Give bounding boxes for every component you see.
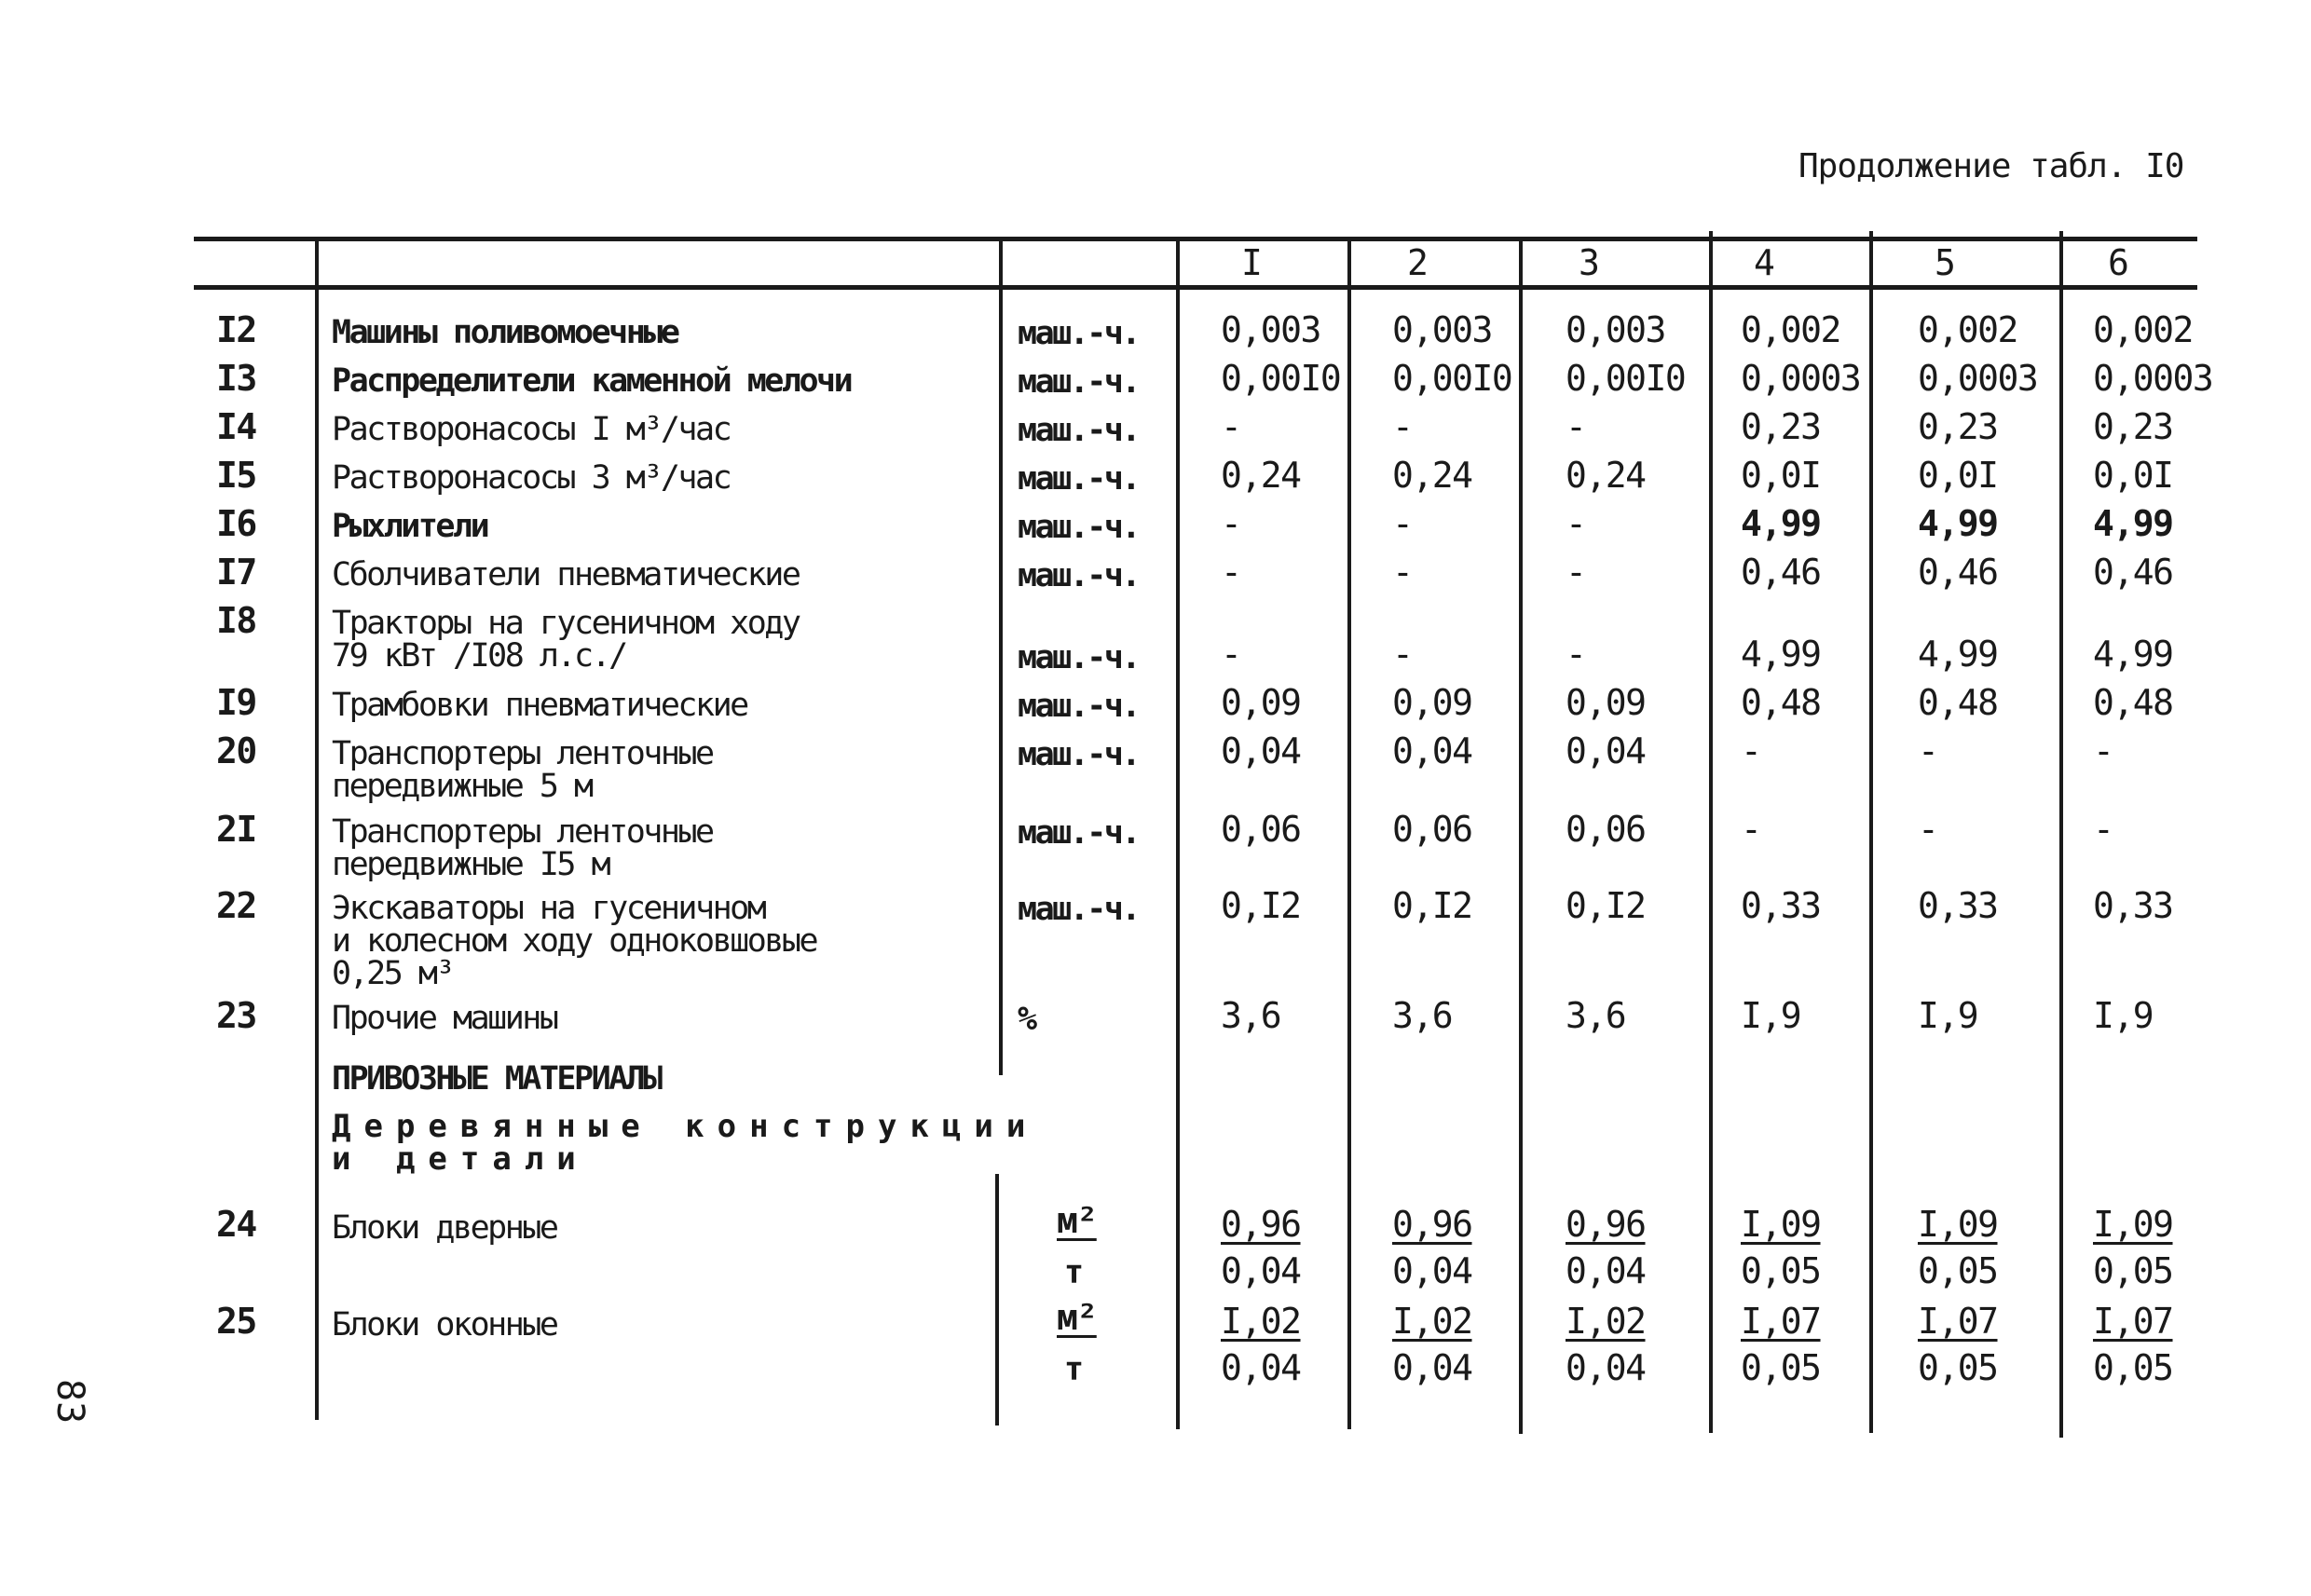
column-rule (1709, 231, 1713, 1433)
row-number: I7 (216, 552, 256, 593)
column-rule (315, 237, 319, 1420)
row-value: - (1392, 634, 1413, 675)
row-name: Блоки оконные (332, 1306, 557, 1344)
row-value: - (1392, 552, 1413, 593)
page-number: 83 (48, 1379, 91, 1425)
row-unit: маш.-ч. (1018, 891, 1140, 928)
row-unit-bottom: т (1064, 1351, 1082, 1388)
row-value-bottom: 0,05 (2093, 1347, 2173, 1388)
row-value: 0,0003 (2093, 358, 2213, 399)
row-value: 0,002 (2093, 309, 2193, 350)
row-value-bottom: 0,04 (1392, 1250, 1472, 1291)
row-value: 0,0003 (1918, 358, 2038, 399)
row-value: - (1392, 503, 1413, 544)
row-value: 4,99 (2093, 503, 2173, 544)
row-number: 2I (216, 809, 256, 850)
row-value: - (1221, 406, 1241, 447)
column-number: 2 (1407, 242, 1428, 283)
row-value: 4,99 (1918, 503, 1998, 544)
row-name: Сболчиватели пневматические (332, 556, 800, 593)
row-value-top: 0,96 (1392, 1204, 1472, 1245)
row-unit: маш.-ч. (1018, 557, 1140, 594)
row-value: - (1221, 503, 1241, 544)
row-name: Транспортеры ленточные передвижные I5 м (332, 813, 713, 883)
column-number: 5 (1935, 242, 1955, 283)
column-rule (1176, 237, 1180, 1429)
row-value-bottom: 0,05 (1741, 1250, 1821, 1291)
row-name: Рыхлители (332, 508, 488, 545)
row-value-top: I,02 (1221, 1301, 1301, 1342)
row-unit: маш.-ч. (1018, 814, 1140, 852)
column-rule (999, 237, 1003, 1075)
row-value: 0,33 (2093, 885, 2173, 926)
row-value-top: I,09 (2093, 1204, 2173, 1245)
row-name: Растворонасосы I м³/час (332, 411, 731, 448)
column-number: 3 (1579, 242, 1599, 283)
row-value: - (1918, 809, 1938, 850)
row-value: 0,23 (1741, 406, 1821, 447)
row-value: 0,00I0 (1221, 358, 1341, 399)
row-unit: маш.-ч. (1018, 639, 1140, 676)
row-value-bottom: 0,04 (1392, 1347, 1472, 1388)
row-number: 23 (216, 995, 256, 1036)
row-name: Тракторы на гусеничном ходу 79 кВт /I08 л.с./ (332, 605, 800, 675)
row-value: - (1392, 406, 1413, 447)
row-value: 0,09 (1566, 682, 1646, 723)
row-number: I6 (216, 503, 256, 544)
row-number: 20 (216, 730, 256, 771)
row-unit: маш.-ч. (1018, 315, 1140, 352)
row-value: 0,33 (1741, 885, 1821, 926)
row-value: 0,24 (1221, 455, 1301, 496)
row-name: Машины поливомоечные (332, 314, 678, 351)
row-value: 0,06 (1566, 809, 1646, 850)
column-number: 6 (2108, 242, 2128, 283)
row-value: 0,23 (2093, 406, 2173, 447)
row-number: I2 (216, 309, 256, 350)
row-value: 0,I2 (1221, 885, 1301, 926)
row-number: 24 (216, 1204, 256, 1245)
row-value-bottom: 0,05 (1918, 1347, 1998, 1388)
row-value: 0,00I0 (1392, 358, 1512, 399)
row-value: 0,33 (1918, 885, 1998, 926)
row-number: I5 (216, 455, 256, 496)
row-number: I4 (216, 406, 256, 447)
column-rule (1519, 237, 1523, 1434)
column-number: 4 (1754, 242, 1774, 283)
row-value-bottom: 0,04 (1221, 1250, 1301, 1291)
row-unit: маш.-ч. (1018, 412, 1140, 449)
column-rule (1869, 231, 1873, 1433)
row-value: 0,48 (2093, 682, 2173, 723)
row-value: - (1741, 809, 1761, 850)
column-rule (1347, 237, 1351, 1429)
row-value: 0,06 (1392, 809, 1472, 850)
row-value: 4,99 (1741, 634, 1821, 675)
row-unit-top: м² (1057, 1297, 1097, 1338)
row-value: I,9 (2093, 995, 2154, 1036)
row-value: 0,48 (1918, 682, 1998, 723)
row-value: - (1566, 552, 1586, 593)
row-unit: % (1018, 1001, 1035, 1038)
row-number: I3 (216, 358, 256, 399)
row-name: Транспортеры ленточные передвижные 5 м (332, 735, 713, 805)
row-name: Прочие машины (332, 1000, 557, 1037)
row-value-top: I,02 (1392, 1301, 1472, 1342)
row-value: 0,0003 (1741, 358, 1861, 399)
row-value: 0,0I (1741, 455, 1821, 496)
row-value: 0,23 (1918, 406, 1998, 447)
row-value-top: I,07 (1741, 1301, 1821, 1342)
row-value: - (1221, 634, 1241, 675)
row-value: - (1566, 503, 1586, 544)
column-rule (2059, 231, 2063, 1438)
row-value-bottom: 0,04 (1221, 1347, 1301, 1388)
row-value: 0,0I (2093, 455, 2173, 496)
row-value-top: I,09 (1741, 1204, 1821, 1245)
row-value: 0,002 (1741, 309, 1840, 350)
row-value: - (1741, 730, 1761, 771)
row-unit-bottom: т (1064, 1254, 1082, 1291)
row-value: I,9 (1741, 995, 1801, 1036)
row-value: I,9 (1918, 995, 1978, 1036)
row-value: 3,6 (1221, 995, 1281, 1036)
row-value: 0,09 (1221, 682, 1301, 723)
row-value-top: I,09 (1918, 1204, 1998, 1245)
table-top-rule (194, 237, 2197, 241)
row-value: 0,002 (1918, 309, 2017, 350)
row-value: - (1918, 730, 1938, 771)
row-name: Трамбовки пневматические (332, 687, 747, 724)
row-value: - (1566, 634, 1586, 675)
row-value: 4,99 (1918, 634, 1998, 675)
row-value: - (1566, 406, 1586, 447)
row-number: 25 (216, 1301, 256, 1342)
column-rule (995, 1174, 999, 1425)
row-value: 0,46 (1918, 552, 1998, 593)
row-number: I9 (216, 682, 256, 723)
row-value: - (1221, 552, 1241, 593)
row-value: 4,99 (1741, 503, 1821, 544)
row-value-bottom: 0,05 (1918, 1250, 1998, 1291)
row-value: 0,06 (1221, 809, 1301, 850)
row-value: 3,6 (1566, 995, 1626, 1036)
row-value-bottom: 0,04 (1566, 1250, 1646, 1291)
row-value: 0,003 (1566, 309, 1665, 350)
row-value: 0,24 (1392, 455, 1472, 496)
row-number: I8 (216, 600, 256, 641)
row-value: 0,003 (1392, 309, 1492, 350)
row-unit: маш.-ч. (1018, 460, 1140, 498)
table-caption: Продолжение табл. I0 (1798, 147, 2184, 185)
table-header-rule (194, 285, 2197, 290)
row-value: 0,00I0 (1566, 358, 1686, 399)
row-unit: маш.-ч. (1018, 363, 1140, 401)
section-title: ПРИВОЗНЫЕ МАТЕРИАЛЫ (332, 1060, 661, 1098)
row-value: 0,I2 (1392, 885, 1472, 926)
row-value-bottom: 0,04 (1566, 1347, 1646, 1388)
row-value: - (2093, 730, 2113, 771)
row-unit: маш.-ч. (1018, 509, 1140, 546)
row-name: Растворонасосы 3 м³/час (332, 459, 731, 497)
row-value-top: I,02 (1566, 1301, 1646, 1342)
row-unit: маш.-ч. (1018, 736, 1140, 773)
row-value-top: I,07 (2093, 1301, 2173, 1342)
row-value: 3,6 (1392, 995, 1453, 1036)
row-value: 0,46 (2093, 552, 2173, 593)
row-value: 0,04 (1392, 730, 1472, 771)
row-number: 22 (216, 885, 256, 926)
row-value: 0,09 (1392, 682, 1472, 723)
row-unit: маш.-ч. (1018, 688, 1140, 725)
row-unit-top: м² (1057, 1200, 1097, 1241)
row-value: 0,003 (1221, 309, 1320, 350)
row-value: 0,48 (1741, 682, 1821, 723)
column-number: I (1241, 242, 1262, 283)
row-value-top: 0,96 (1221, 1204, 1301, 1245)
row-name: Блоки дверные (332, 1209, 557, 1247)
row-name: Экскаваторы на гусеничном и колесном ходу одноковшовые 0,25 м³ (332, 890, 817, 992)
row-name: Распределители каменной мелочи (332, 362, 852, 400)
subsection-title: Деревянные конструкции и детали (332, 1108, 1039, 1178)
row-value: - (2093, 809, 2113, 850)
row-value-bottom: 0,05 (1741, 1347, 1821, 1388)
row-value-top: 0,96 (1566, 1204, 1646, 1245)
row-value: 0,0I (1918, 455, 1998, 496)
row-value-bottom: 0,05 (2093, 1250, 2173, 1291)
row-value: 0,46 (1741, 552, 1821, 593)
row-value-top: I,07 (1918, 1301, 1998, 1342)
row-value: 4,99 (2093, 634, 2173, 675)
row-value: 0,24 (1566, 455, 1646, 496)
row-value: 0,04 (1221, 730, 1301, 771)
row-value: 0,I2 (1566, 885, 1646, 926)
row-value: 0,04 (1566, 730, 1646, 771)
